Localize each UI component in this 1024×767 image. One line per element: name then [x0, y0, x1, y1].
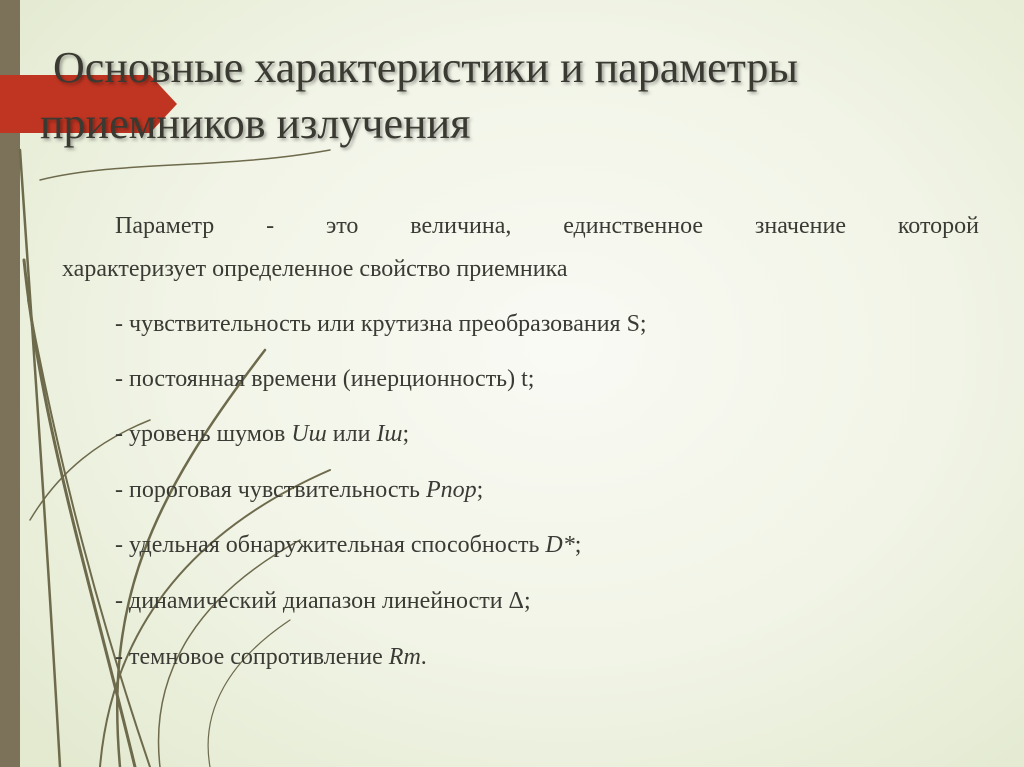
- definition-line-1: Параметр - это величина, единственное значение которой: [115, 213, 979, 239]
- noise-current-symbol: Iш: [376, 421, 403, 447]
- noise-voltage-symbol: Uш: [291, 421, 327, 447]
- list-item: - постоянная времени (инерционность) t;: [115, 366, 535, 392]
- list-item: - темновое сопротивление Rт.: [115, 644, 427, 670]
- title-line-1: Основные характеристики и параметры: [53, 43, 798, 92]
- list-item: - динамический диапазон линейности Δ;: [115, 588, 531, 614]
- list-item: - пороговая чувствительность Pпор;: [115, 477, 484, 503]
- title-line-2: приемников излучения: [40, 99, 471, 148]
- list-item: - чувствительность или крутизна преобразования S;: [115, 311, 647, 337]
- list-item: - удельная обнаружительная способность D*;: [115, 532, 582, 558]
- list-item: - уровень шумов Uш или Iш;: [115, 421, 410, 447]
- threshold-symbol: Pпор: [425, 477, 477, 503]
- definition-line-2: характеризует определенное свойство приемника: [62, 256, 568, 282]
- detectivity-symbol: D*: [545, 532, 575, 558]
- dark-resistance-symbol: Rт: [388, 644, 421, 670]
